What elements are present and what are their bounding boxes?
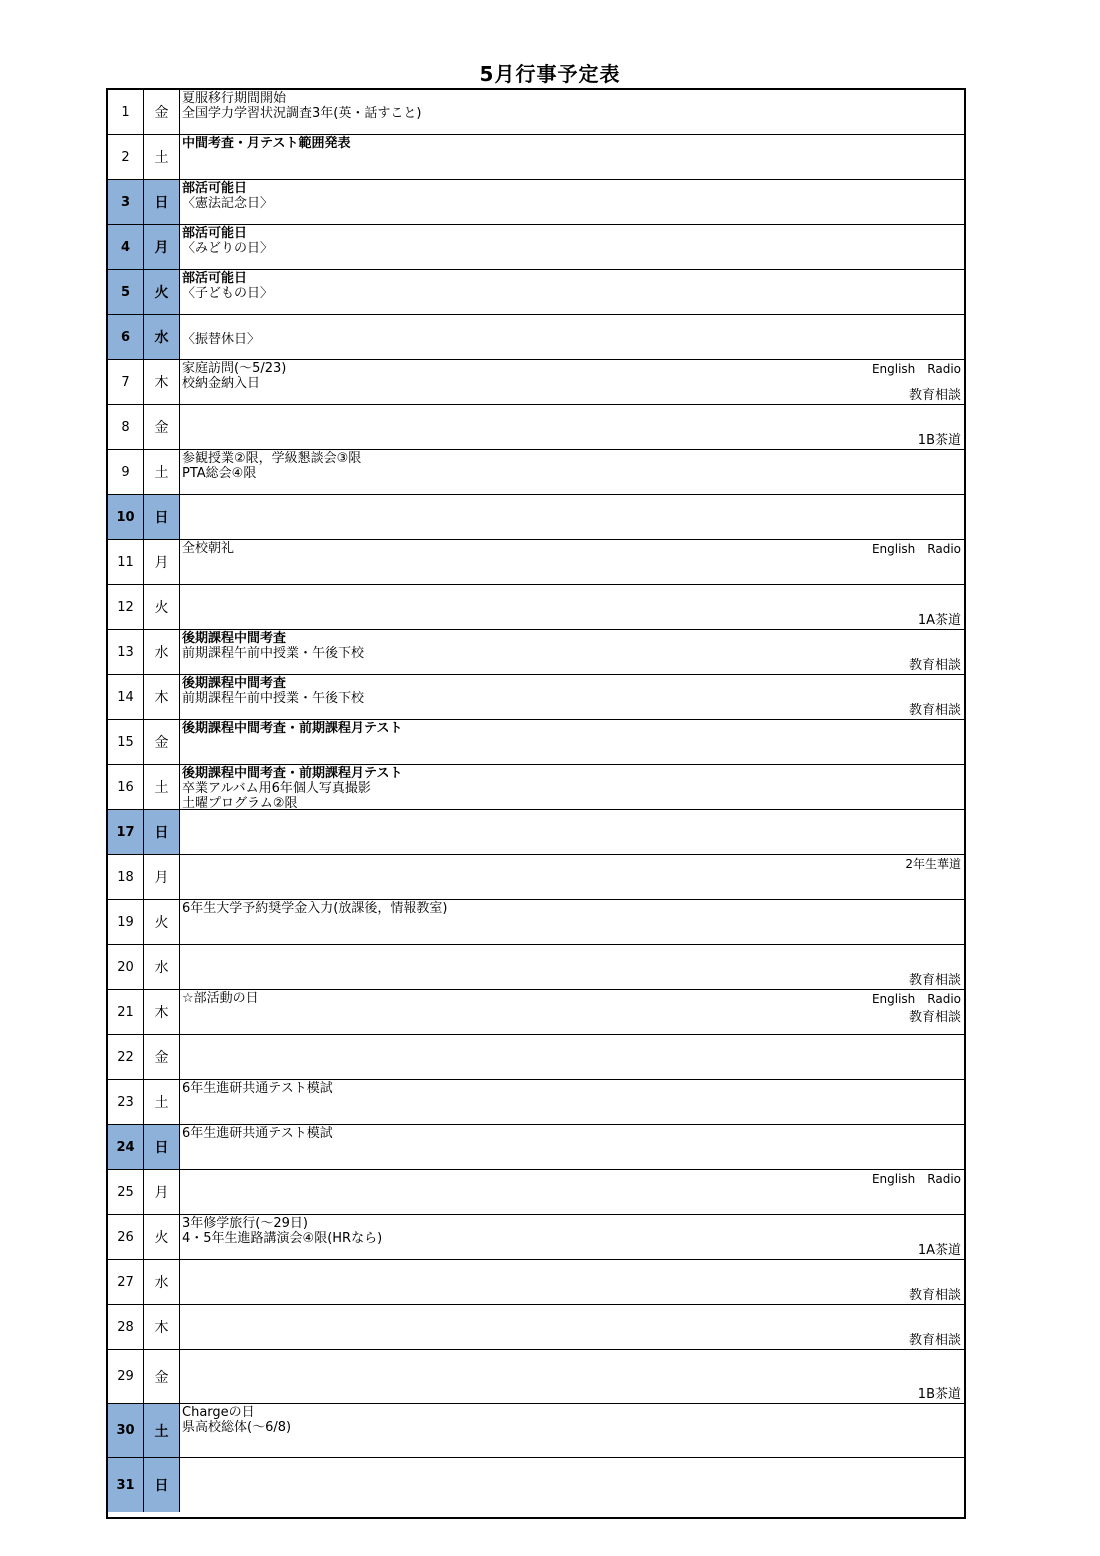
event-text: 後期課程中間考査 [182, 676, 287, 691]
right-note-bottom: 教育相談 [908, 1288, 961, 1303]
table-row [108, 360, 964, 405]
day-number: 23 [108, 1080, 144, 1124]
right-note-bottom: 教育相談 [908, 1333, 961, 1348]
table-row [108, 405, 964, 450]
day-number: 18 [108, 855, 144, 899]
day-of-week: 日 [144, 495, 180, 539]
event-text: Chargeの日 [182, 1405, 255, 1420]
right-note-bottom: 教育相談 [908, 973, 961, 988]
events-cell [182, 135, 964, 179]
event-text: 後期課程中間考査・前期課程月テスト [182, 766, 403, 781]
event-text: ☆部活動の日 [182, 991, 259, 1006]
day-of-week: 金 [144, 1035, 180, 1079]
day-number: 5 [108, 270, 144, 314]
table-row [108, 1215, 964, 1260]
events-cell [182, 450, 964, 494]
events-cell [182, 1080, 964, 1124]
day-of-week: 水 [144, 315, 180, 359]
events-cell [182, 945, 964, 989]
page-title: 5月行事予定表 [479, 62, 621, 86]
day-number: 20 [108, 945, 144, 989]
events-cell [182, 405, 964, 449]
table-row [108, 900, 964, 945]
event-text: 土曜プログラム②限 [182, 796, 298, 811]
day-of-week: 土 [144, 1080, 180, 1124]
events-cell [182, 270, 964, 314]
events-cell [182, 810, 964, 854]
events-cell [182, 1215, 964, 1259]
day-number: 12 [108, 585, 144, 629]
day-of-week: 水 [144, 630, 180, 674]
day-number: 19 [108, 900, 144, 944]
table-row [108, 765, 964, 810]
right-note-bottom: 1B茶道 [917, 1387, 961, 1402]
event-text: 県高校総体(～6/8) [182, 1420, 292, 1435]
events-cell [182, 675, 964, 719]
day-of-week: 火 [144, 900, 180, 944]
table-row [108, 1125, 964, 1170]
day-number: 26 [108, 1215, 144, 1259]
day-number: 24 [108, 1125, 144, 1169]
event-text: 校納金納入日 [182, 376, 261, 391]
table-row [108, 1260, 964, 1305]
events-cell [182, 1125, 964, 1169]
events-cell [182, 1170, 964, 1214]
events-cell [182, 765, 964, 809]
right-note-top: English Radio [871, 542, 961, 556]
day-number: 1 [108, 90, 144, 134]
event-text: 夏服移行期間開始 [182, 91, 287, 106]
table-row [108, 1305, 964, 1350]
table-row [108, 90, 964, 135]
day-of-week: 金 [144, 90, 180, 134]
event-text: 後期課程中間考査・前期課程月テスト [182, 721, 403, 736]
event-text: PTA総会④限 [182, 466, 257, 481]
day-of-week: 火 [144, 270, 180, 314]
events-cell [182, 540, 964, 584]
events-cell [182, 360, 964, 404]
day-of-week: 日 [144, 1458, 180, 1512]
event-text: 6年生大学予約奨学金入力(放課後，情報教室) [182, 901, 448, 916]
day-number: 28 [108, 1305, 144, 1349]
event-text: 中間考査・月テスト範囲発表 [182, 136, 351, 151]
table-row [108, 585, 964, 630]
day-of-week: 水 [144, 1260, 180, 1304]
day-of-week: 木 [144, 360, 180, 404]
event-text: 部活可能日 [182, 181, 248, 196]
day-number: 25 [108, 1170, 144, 1214]
day-of-week: 月 [144, 855, 180, 899]
event-text: 部活可能日 [182, 271, 248, 286]
day-number: 9 [108, 450, 144, 494]
event-text: 全校朝礼 [182, 541, 235, 556]
day-of-week: 金 [144, 720, 180, 764]
day-of-week: 木 [144, 990, 180, 1034]
events-cell [182, 315, 964, 359]
right-note-bottom: 1A茶道 [917, 613, 961, 628]
event-text: 6年生進研共通テスト模試 [182, 1126, 333, 1141]
day-number: 13 [108, 630, 144, 674]
events-cell [182, 495, 964, 539]
day-number: 7 [108, 360, 144, 404]
day-number: 16 [108, 765, 144, 809]
events-cell [182, 90, 964, 134]
table-row [108, 990, 964, 1035]
day-number: 14 [108, 675, 144, 719]
day-number: 21 [108, 990, 144, 1034]
event-text: 前期課程午前中授業・午後下校 [182, 691, 365, 706]
events-cell [182, 1404, 964, 1457]
day-number: 4 [108, 225, 144, 269]
day-of-week: 金 [144, 1350, 180, 1403]
right-note-top: English Radio [871, 362, 961, 376]
right-note-middle: 教育相談 [908, 1010, 961, 1025]
day-of-week: 月 [144, 540, 180, 584]
day-of-week: 日 [144, 810, 180, 854]
table-row [108, 1170, 964, 1215]
day-number: 30 [108, 1404, 144, 1457]
events-cell [182, 1458, 964, 1512]
events-cell [182, 1035, 964, 1079]
event-text: 後期課程中間考査 [182, 631, 287, 646]
event-text: 〈みどりの日〉 [182, 241, 274, 256]
events-cell [182, 1305, 964, 1349]
table-row [108, 1035, 964, 1080]
event-text: 卒業アルバム用6年個人写真撮影 [182, 781, 371, 796]
table-row [108, 1458, 964, 1512]
day-number: 22 [108, 1035, 144, 1079]
day-number: 27 [108, 1260, 144, 1304]
events-cell [182, 225, 964, 269]
event-text: 参観授業②限，学級懇談会③限 [182, 451, 362, 466]
table-row [108, 495, 964, 540]
day-of-week: 土 [144, 765, 180, 809]
day-of-week: 金 [144, 405, 180, 449]
day-of-week: 土 [144, 135, 180, 179]
table-row [108, 810, 964, 855]
events-cell [182, 1260, 964, 1304]
day-number: 29 [108, 1350, 144, 1403]
day-number: 8 [108, 405, 144, 449]
day-of-week: 土 [144, 1404, 180, 1457]
table-row [108, 135, 964, 180]
table-row [108, 675, 964, 720]
table-row [108, 720, 964, 765]
table-row [108, 1080, 964, 1125]
day-of-week: 木 [144, 1305, 180, 1349]
event-text: 〈子どもの日〉 [182, 286, 274, 301]
day-of-week: 火 [144, 585, 180, 629]
day-number: 3 [108, 180, 144, 224]
table-row [108, 180, 964, 225]
table-row [108, 270, 964, 315]
day-number: 31 [108, 1458, 144, 1512]
table-row [108, 855, 964, 900]
event-text: 家庭訪問(～5/23) [182, 361, 287, 376]
day-of-week: 木 [144, 675, 180, 719]
events-cell [182, 990, 964, 1034]
events-cell [182, 720, 964, 764]
right-note-top: English Radio [871, 992, 961, 1006]
table-row [108, 945, 964, 990]
day-number: 15 [108, 720, 144, 764]
event-text: 〈憲法記念日〉 [182, 196, 274, 211]
right-note-top: 2年生華道 [905, 857, 961, 871]
events-cell [182, 855, 964, 899]
schedule-table [106, 88, 966, 1519]
event-text: 〈振替休日〉 [182, 332, 261, 347]
events-cell [182, 585, 964, 629]
day-number: 6 [108, 315, 144, 359]
events-cell [182, 1350, 964, 1403]
table-row [108, 1404, 964, 1458]
right-note-bottom: 教育相談 [908, 388, 961, 403]
day-of-week: 日 [144, 1125, 180, 1169]
table-row [108, 315, 964, 360]
event-text: 3年修学旅行(～29日) [182, 1216, 308, 1231]
event-text: 前期課程午前中授業・午後下校 [182, 646, 365, 661]
table-row [108, 540, 964, 585]
right-note-bottom: 教育相談 [908, 658, 961, 673]
events-cell [182, 900, 964, 944]
event-text: 6年生進研共通テスト模試 [182, 1081, 333, 1096]
right-note-bottom: 教育相談 [908, 703, 961, 718]
table-row [108, 450, 964, 495]
event-text: 4・5年生進路講演会④限(HRなら) [182, 1231, 383, 1246]
day-number: 10 [108, 495, 144, 539]
day-number: 2 [108, 135, 144, 179]
table-row [108, 1350, 964, 1404]
day-of-week: 火 [144, 1215, 180, 1259]
right-note-top: English Radio [871, 1172, 961, 1186]
event-text [182, 317, 964, 332]
event-text: 部活可能日 [182, 226, 248, 241]
right-note-bottom: 1B茶道 [917, 433, 961, 448]
day-of-week: 土 [144, 450, 180, 494]
day-number: 11 [108, 540, 144, 584]
table-row [108, 225, 964, 270]
day-number: 17 [108, 810, 144, 854]
day-of-week: 月 [144, 1170, 180, 1214]
day-of-week: 水 [144, 945, 180, 989]
right-note-bottom: 1A茶道 [917, 1243, 961, 1258]
day-of-week: 日 [144, 180, 180, 224]
events-cell [182, 630, 964, 674]
day-of-week: 月 [144, 225, 180, 269]
events-cell [182, 180, 964, 224]
table-row [108, 630, 964, 675]
event-text: 全国学力学習状況調査3年(英・話すこと) [182, 106, 422, 121]
